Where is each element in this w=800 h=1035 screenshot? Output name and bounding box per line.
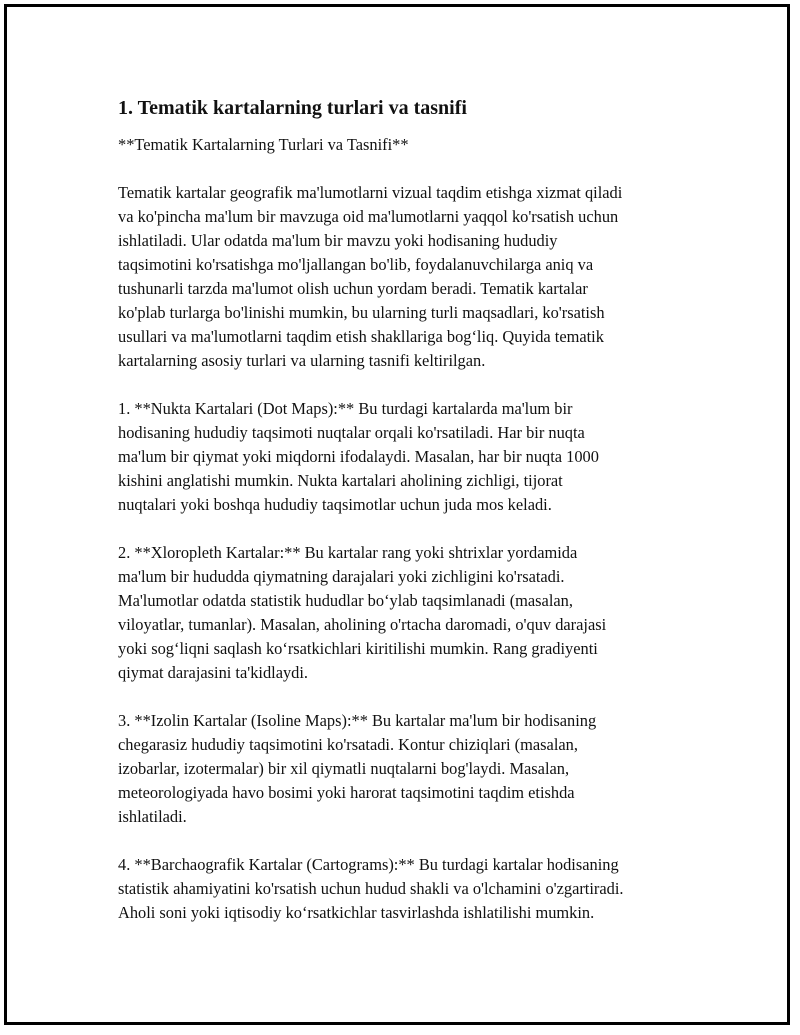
text-line: 2. **Xloropleth Kartalar:** Bu kartalar rang yoki shtrixlar yordamida [118, 543, 578, 562]
text-line: tushunarli tarzda ma'lumot olish uchun yordam beradi. Tematik kartalar [118, 279, 588, 298]
text-line: va ko'pincha ma'lum bir mavzuga oid ma'lumotlarni yaqqol ko'rsatish uchun [118, 207, 619, 226]
text-line: hodisaning hududiy taqsimoti nuqtalar orqali ko'rsatiladi. Har bir nuqta [118, 423, 585, 442]
text-line: ishlatiladi. Ular odatda ma'lum bir mavzu yoki hodisaning hududiy [118, 231, 558, 250]
paragraph-choropleth [118, 541, 708, 685]
text-line: 1. **Nukta Kartalari (Dot Maps):** Bu turdagi kartalarda ma'lum bir [118, 399, 573, 418]
text-line: meteorologiyada havo bosimi yoki harorat taqsimotini taqdim etishda [118, 783, 575, 802]
text-line: izobarlar, izotermalar) bir xil qiymatli nuqtalarni bog'laydi. Masalan, [118, 759, 570, 778]
text-line: taqsimotini ko'rsatishga mo'ljallangan bo'lib, foydalanuvchilarga aniq va [118, 255, 594, 274]
text-line: 3. **Izolin Kartalar (Isoline Maps):** Bu kartalar ma'lum bir hodisaning [118, 711, 597, 730]
text-line: Aholi soni yoki iqtisodiy ko‘rsatkichlar tasvirlashda ishlatilishi mumkin. [118, 903, 595, 922]
paragraph-isoline [118, 709, 708, 829]
paragraph-dot-maps [118, 397, 708, 517]
text-line: Ma'lumotlar odatda statistik hududlar bo‘ylab taqsimlanadi (masalan, [118, 591, 573, 610]
text-line: yoki sog‘liqni saqlash ko‘rsatkichlari kiritilishi mumkin. Rang gradiyenti [118, 639, 598, 658]
text-line: kartalarning asosiy turlari va ularning tasnifi keltirilgan. [118, 351, 486, 370]
section-heading: 1. Tematik kartalarning turlari va tasnifi [118, 97, 467, 119]
text-line: ma'lum bir qiymat yoki miqdorni ifodalaydi. Masalan, har bir nuqta 1000 [118, 447, 599, 466]
text-line: ishlatiladi. [118, 807, 187, 826]
text-line: ko'plab turlarga bo'linishi mumkin, bu ularning turli maqsadlari, ko'rsatish [118, 303, 605, 322]
text-line: usullari va ma'lumotlarni taqdim etish shakllariga bog‘liq. Quyida tematik [118, 327, 604, 346]
paragraph-cartograms [118, 853, 708, 925]
text-line: kishini anglatishi mumkin. Nukta kartalari aholining zichligi, tijorat [118, 471, 563, 490]
text-line: qiymat darajasini ta'kidlaydi. [118, 663, 309, 682]
text-line: statistik ahamiyatini ko'rsatish uchun hudud shakli va o'lchamini o'zgartiradi. [118, 879, 624, 898]
paragraph-intro [118, 181, 708, 373]
text-line: chegarasiz hududiy taqsimotini ko'rsatadi. Kontur chiziqlari (masalan, [118, 735, 578, 754]
text-line: nuqtalari yoki boshqa hududiy taqsimotlar uchun juda mos keladi. [118, 495, 552, 514]
text-line: ma'lum bir hududda qiymatning darajalari yoki zichligini ko'rsatadi. [118, 567, 565, 586]
text-line: Tematik kartalar geografik ma'lumotlarni vizual taqdim etishga xizmat qiladi [118, 183, 623, 202]
document-body [118, 95, 708, 949]
text-line: 4. **Barchaografik Kartalar (Cartograms):** Bu turdagi kartalar hodisaning [118, 855, 619, 874]
text-line: viloyatlar, tumanlar). Masalan, aholining o'rtacha daromadi, o'quv darajasi [118, 615, 607, 634]
document-subtitle: **Tematik Kartalarning Turlari va Tasnifi** [118, 135, 409, 154]
